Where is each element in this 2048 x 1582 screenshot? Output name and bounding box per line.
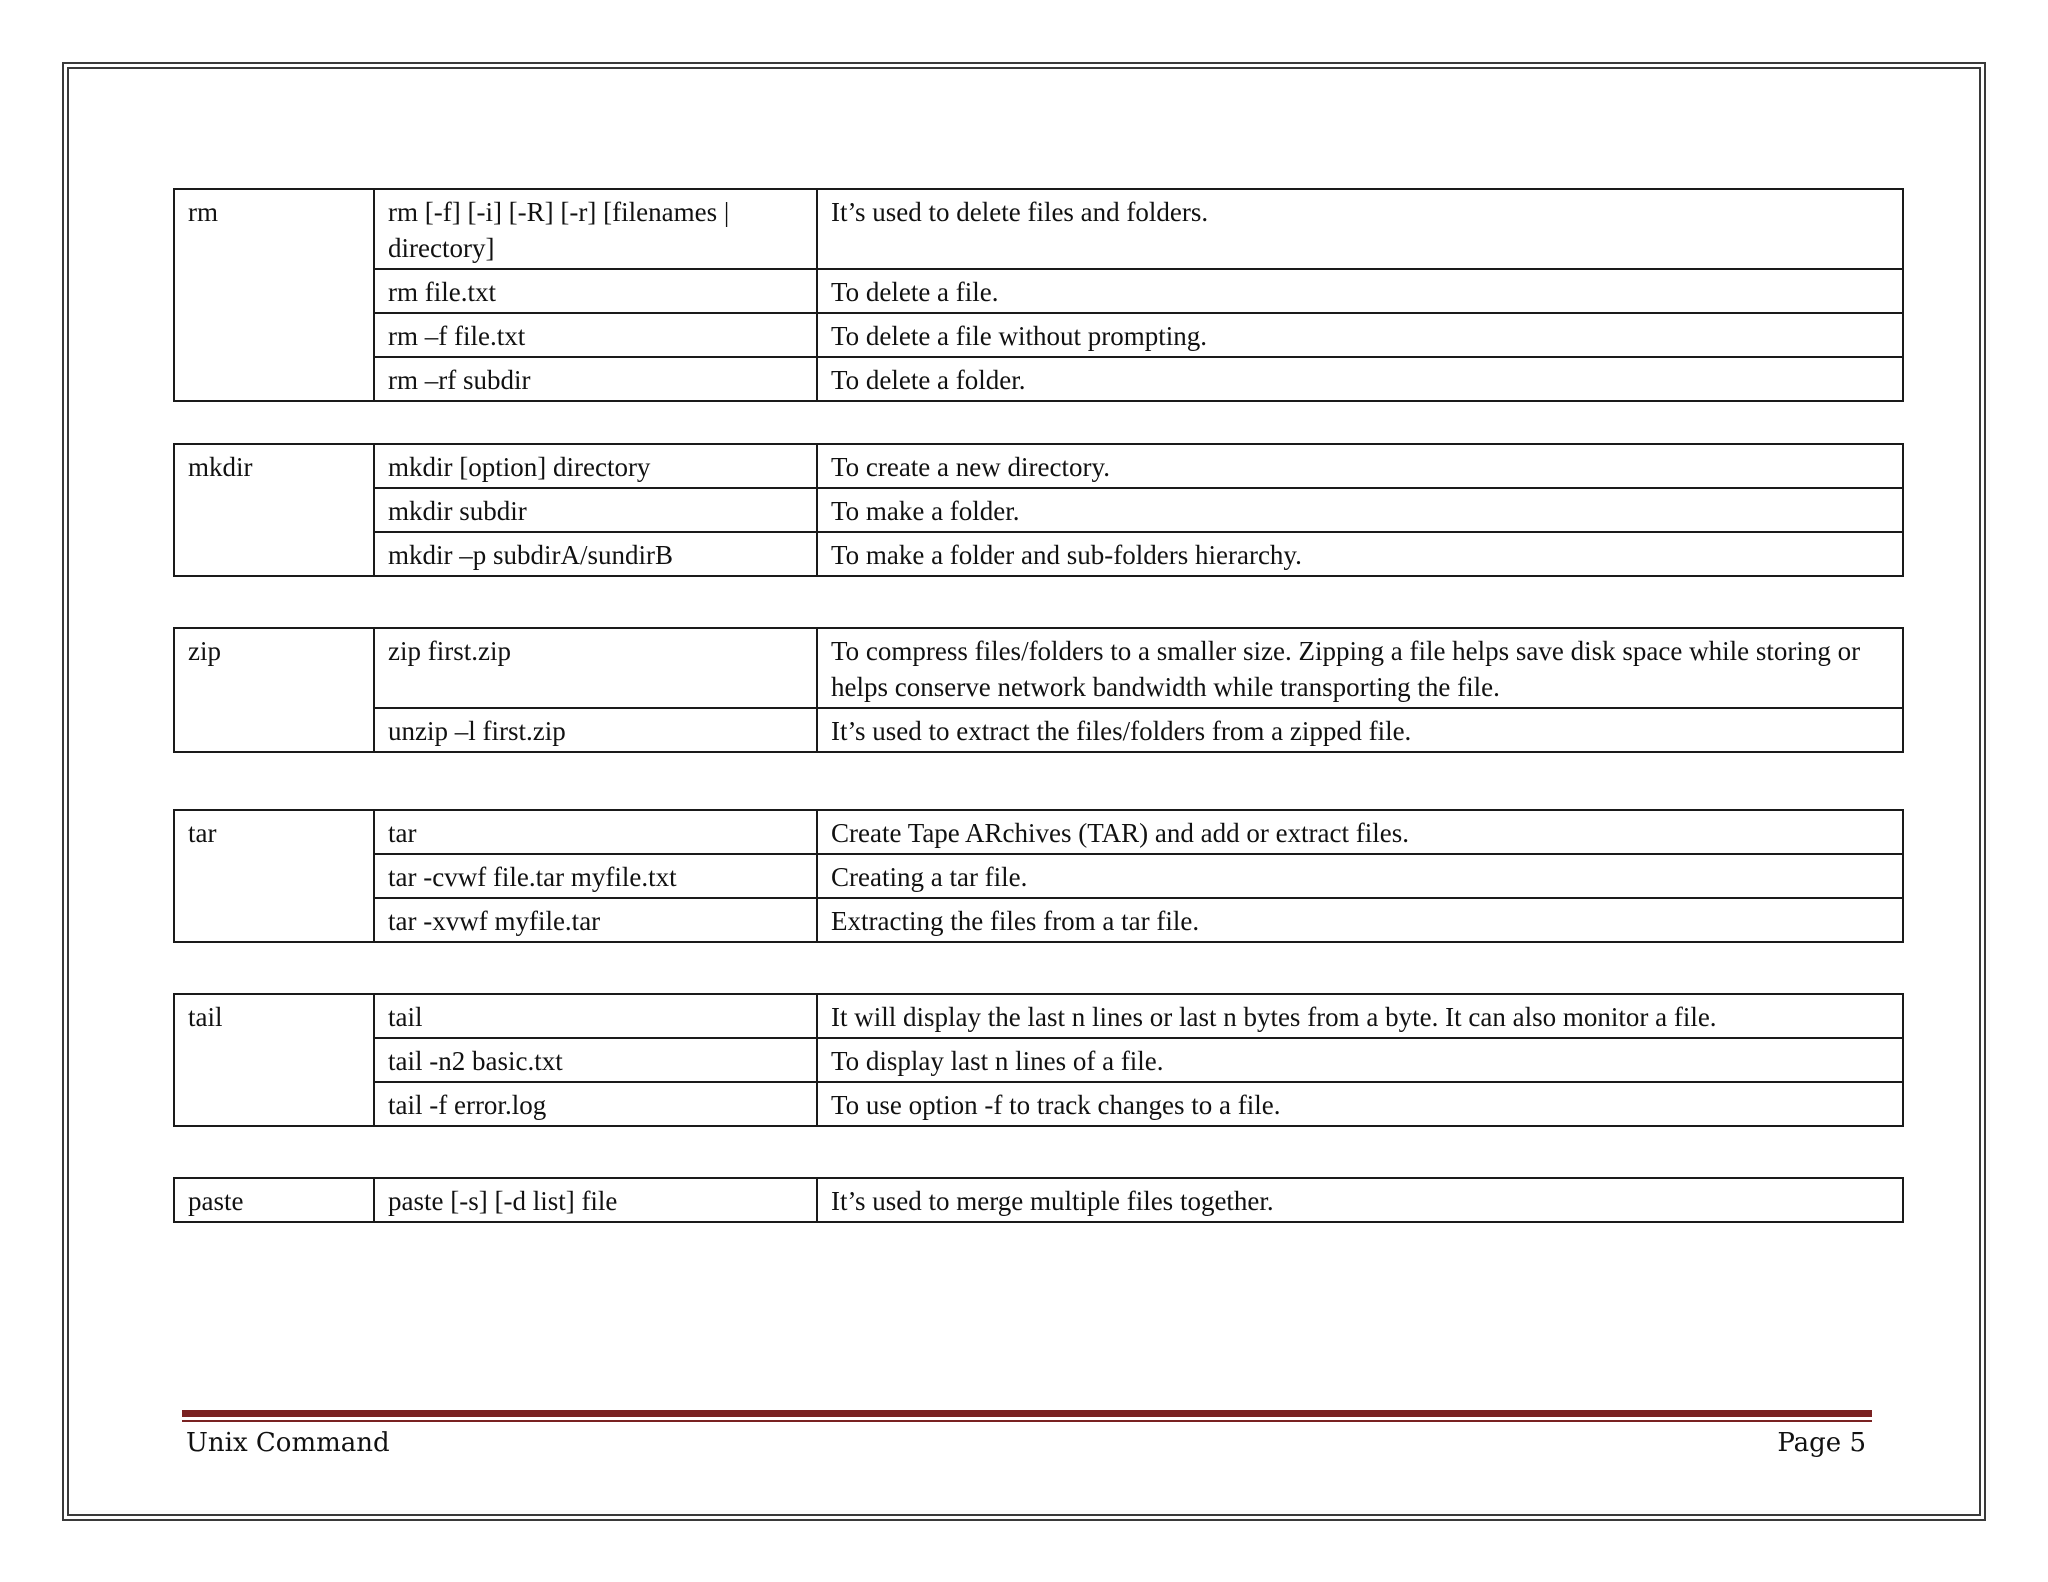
syntax-cell: rm –f file.txt [374,313,817,357]
syntax-cell: unzip –l first.zip [374,708,817,752]
syntax-cell: tar -cvwf file.tar myfile.txt [374,854,817,898]
description-cell: To delete a file. [817,269,1903,313]
description-cell: Extracting the files from a tar file. [817,898,1903,942]
command-name-cell: tail [174,994,374,1126]
table-row [174,994,1903,1038]
syntax-cell: mkdir –p subdirA/sundirB [374,532,817,576]
syntax-cell: rm file.txt [374,269,817,313]
table-row [174,854,1903,898]
table-row [174,708,1903,752]
table-row [174,1082,1903,1126]
syntax-cell: tail [374,994,817,1038]
description-cell: Create Tape ARchives (TAR) and add or extract files. [817,810,1903,854]
description-cell: It’s used to extract the files/folders from a zipped file. [817,708,1903,752]
table-row [174,313,1903,357]
table-row [174,488,1903,532]
zip-command-table [173,627,1904,753]
description-cell: It will display the last n lines or last n bytes from a byte. It can also monitor a file. [817,994,1903,1038]
footer-document-title: Unix Command [186,1428,390,1458]
command-name-cell: mkdir [174,444,374,576]
syntax-cell: rm [-f] [-i] [-R] [-r] [filenames | directory] [374,189,817,269]
rm-command-table [173,188,1904,402]
description-cell: To use option -f to track changes to a file. [817,1082,1903,1126]
tar-command-table [173,809,1904,943]
syntax-cell: mkdir [option] directory [374,444,817,488]
table-row [174,810,1903,854]
syntax-cell: tar -xvwf myfile.tar [374,898,817,942]
description-cell: To delete a folder. [817,357,1903,401]
command-name-cell: tar [174,810,374,942]
table-row [174,189,1903,269]
description-cell: To make a folder. [817,488,1903,532]
command-name-cell: zip [174,628,374,752]
description-cell: To make a folder and sub-folders hierarchy. [817,532,1903,576]
syntax-cell: tar [374,810,817,854]
syntax-cell: tail -f error.log [374,1082,817,1126]
footer-page-number: Page 5 [1777,1428,1866,1458]
syntax-cell: zip first.zip [374,628,817,708]
description-cell: It’s used to delete files and folders. [817,189,1903,269]
table-row [174,898,1903,942]
syntax-cell: tail -n2 basic.txt [374,1038,817,1082]
table-row [174,444,1903,488]
tail-command-table [173,993,1904,1127]
table-row [174,357,1903,401]
command-name-cell: rm [174,189,374,401]
syntax-cell: rm –rf subdir [374,357,817,401]
syntax-cell: paste [-s] [-d list] file [374,1178,817,1222]
description-cell: To create a new directory. [817,444,1903,488]
footer-rule-thin [182,1420,1872,1422]
mkdir-command-table [173,443,1904,577]
syntax-cell: mkdir subdir [374,488,817,532]
table-row [174,1178,1903,1222]
command-name-cell: paste [174,1178,374,1222]
paste-command-table [173,1177,1904,1223]
table-row [174,269,1903,313]
description-cell: To delete a file without prompting. [817,313,1903,357]
description-cell: It’s used to merge multiple files together. [817,1178,1903,1222]
footer-rule-thick [182,1410,1872,1417]
description-cell: To display last n lines of a file. [817,1038,1903,1082]
table-row [174,628,1903,708]
table-row [174,1038,1903,1082]
description-cell: To compress files/folders to a smaller size. Zipping a file helps save disk space while storing or helps conserve network bandwidth while transporting the file. [817,628,1903,708]
table-row [174,532,1903,576]
description-cell: Creating a tar file. [817,854,1903,898]
